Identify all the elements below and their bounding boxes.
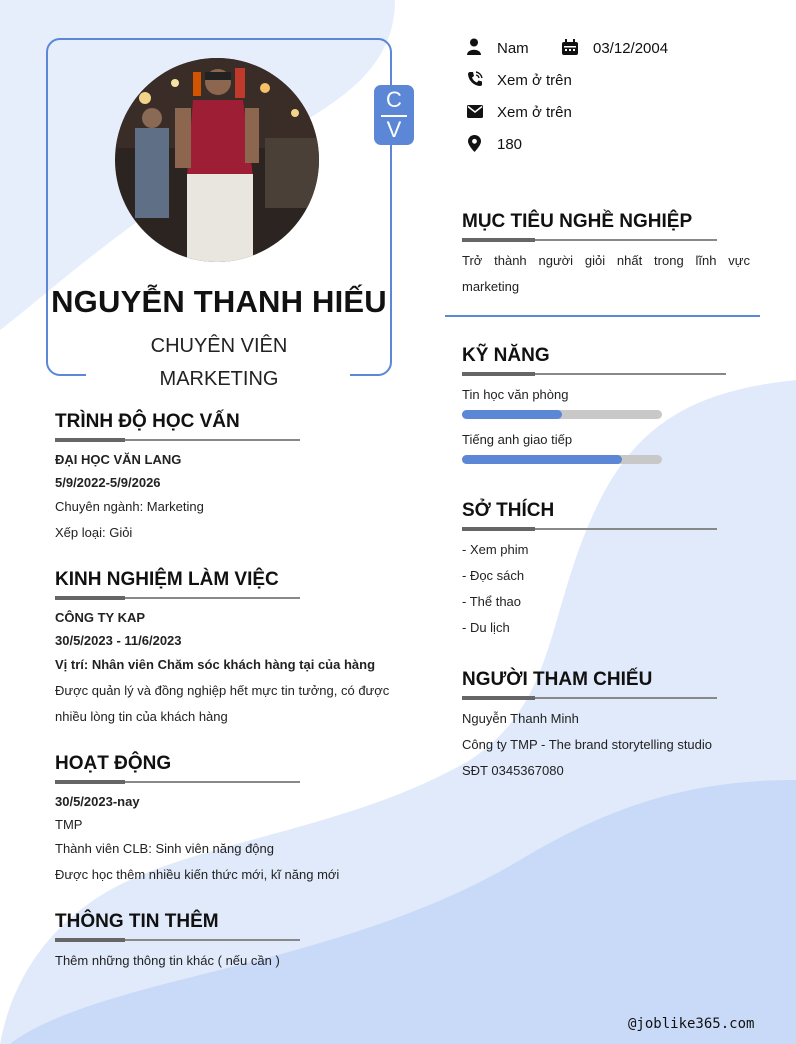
extra-text: Thêm những thông tin khác ( nếu cần ) xyxy=(55,953,280,968)
reference-company: Công ty TMP - The brand storytelling studio xyxy=(462,737,713,752)
section-divider xyxy=(445,315,760,317)
candidate-name: NGUYỄN THANH HIẾU xyxy=(51,284,387,319)
profile-photo xyxy=(115,58,319,262)
email-value: Xem ở trên xyxy=(497,104,572,121)
experience-desc-line-2: nhiều lòng tin của khách hàng xyxy=(55,709,228,724)
experience-company: CÔNG TY KAP xyxy=(55,610,146,625)
objective-heading: MỤC TIÊU NGHỀ NGHIỆP xyxy=(462,211,693,232)
experience-desc-line-1: Được quản lý và đồng nghiệp hết mực tin tưởng, có được xyxy=(55,683,390,698)
skill-bar-office xyxy=(462,410,662,419)
experience-position: Vị trí: Nhân viên Chăm sóc khách hàng tại của hàng xyxy=(55,657,376,672)
experience-underline xyxy=(55,597,300,599)
reference-name: Nguyễn Thanh Minh xyxy=(462,711,579,726)
experience-heading: KINH NGHIỆM LÀM VIỆC xyxy=(55,569,279,590)
activities-underline xyxy=(55,781,300,783)
education-major: Chuyên ngành: Marketing xyxy=(55,499,204,514)
skill-bar-english xyxy=(462,455,662,464)
activities-desc: Được học thêm nhiều kiến thức mới, kĩ năng mới xyxy=(55,867,340,882)
skills-underline xyxy=(462,373,726,375)
footer-handle: @joblike365.com xyxy=(628,1016,755,1032)
skill-bar-english-fill xyxy=(462,455,622,464)
phone-icon xyxy=(467,71,483,87)
hobby-item: - Du lịch xyxy=(462,620,510,635)
activities-heading: HOẠT ĐỘNG xyxy=(55,753,172,774)
experience-period: 30/5/2023 - 11/6/2023 xyxy=(55,633,182,648)
objective-underline xyxy=(462,239,717,241)
location-pin-icon xyxy=(468,135,481,152)
skill-label-english: Tiếng anh giao tiếp xyxy=(462,432,573,447)
person-icon xyxy=(467,38,481,55)
candidate-role xyxy=(46,330,392,396)
mail-icon xyxy=(467,105,483,118)
hobbies-underline xyxy=(462,528,717,530)
calendar-icon xyxy=(562,39,578,55)
activities-period: 30/5/2023-nay xyxy=(55,794,140,809)
references-underline xyxy=(462,697,717,699)
references-heading: NGƯỜI THAM CHIẾU xyxy=(462,669,653,690)
hobbies-heading: SỞ THÍCH xyxy=(462,500,555,521)
extra-underline xyxy=(55,939,300,941)
education-heading: TRÌNH ĐỘ HỌC VẤN xyxy=(55,411,240,432)
skill-bar-office-fill xyxy=(462,410,562,419)
extra-heading: THÔNG TIN THÊM xyxy=(55,911,219,932)
gender-value: Nam xyxy=(497,40,529,57)
cv-badge-top: C xyxy=(386,87,402,112)
activities-org: TMP xyxy=(55,817,83,832)
hobby-item: - Xem phim xyxy=(462,542,529,557)
role-line-2: MARKETING xyxy=(159,368,279,390)
cv-badge-bottom: V xyxy=(386,117,402,142)
hobby-item: - Đọc sách xyxy=(462,568,525,583)
education-period: 5/9/2022-5/9/2026 xyxy=(55,475,161,490)
role-line-1: CHUYÊN VIÊN xyxy=(150,335,288,357)
skill-label-office: Tin học văn phòng xyxy=(462,387,569,402)
birthday-value: 03/12/2004 xyxy=(593,40,669,57)
education-underline xyxy=(55,439,300,441)
phone-value: Xem ở trên xyxy=(497,72,572,89)
activities-member: Thành viên CLB: Sinh viên năng động xyxy=(55,841,274,856)
address-value: 180 xyxy=(497,136,523,153)
education-grade: Xếp loại: Giỏi xyxy=(55,525,133,540)
objective-line-2: marketing xyxy=(462,279,520,294)
education-school: ĐẠI HỌC VĂN LANG xyxy=(55,452,182,467)
reference-phone: SĐT 0345367080 xyxy=(462,763,564,778)
skills-heading: KỸ NĂNG xyxy=(462,345,550,366)
hobby-item: - Thể thao xyxy=(462,594,522,609)
objective-line-1: Trở thành người giỏi nhất trong lĩnh vực xyxy=(462,253,750,268)
cv-badge xyxy=(374,85,414,145)
